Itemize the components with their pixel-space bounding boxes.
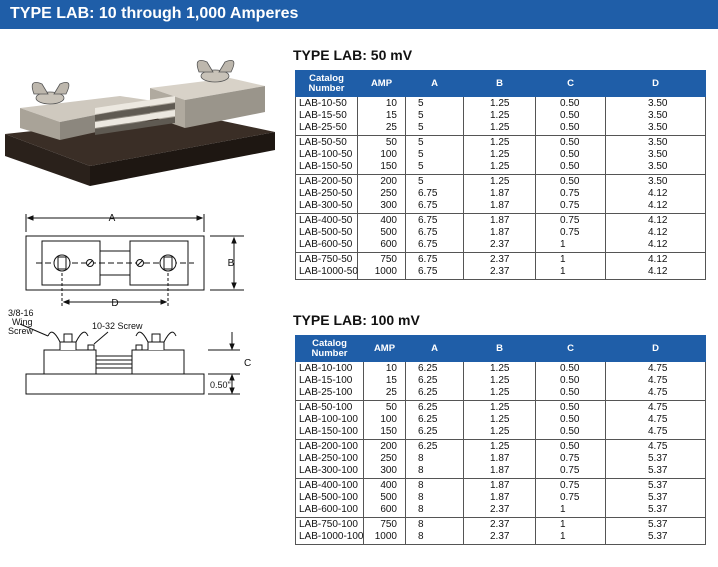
c-value: 1 xyxy=(560,254,566,265)
cell-b xyxy=(464,253,536,280)
catalog-value: LAB-500-50 xyxy=(299,227,353,238)
b-value: 1.87 xyxy=(490,492,510,503)
shunt-photo xyxy=(5,60,275,186)
c-value: 0.50 xyxy=(560,122,580,133)
amp-value: 1000 xyxy=(374,531,397,542)
cell-d xyxy=(606,253,706,280)
c-value: 1 xyxy=(560,519,566,530)
cell-a xyxy=(406,175,464,214)
cell-d xyxy=(606,401,706,440)
amp-value: 25 xyxy=(385,387,397,398)
cell-a xyxy=(406,401,464,440)
catalog-value: LAB-25-50 xyxy=(299,122,347,133)
catalog-value: LAB-100-100 xyxy=(299,414,358,425)
catalog-value: LAB-10-50 xyxy=(299,98,347,109)
b-value: 1.25 xyxy=(490,402,510,413)
a-value: 5 xyxy=(418,110,424,121)
d-value: 4.12 xyxy=(648,254,668,265)
cell-d xyxy=(606,479,706,518)
cell-catalog xyxy=(296,518,364,545)
c-value: 0.50 xyxy=(560,363,580,374)
top-view-drawing xyxy=(26,214,244,306)
d-value: 4.75 xyxy=(648,426,668,437)
cell-a xyxy=(406,253,464,280)
a-value: 6.25 xyxy=(418,387,438,398)
b-value: 1.87 xyxy=(490,215,510,226)
amp-value: 50 xyxy=(385,402,397,413)
table-row-group xyxy=(296,253,706,280)
amp-value: 250 xyxy=(380,453,397,464)
d-value: 5.37 xyxy=(648,453,668,464)
cell-c xyxy=(536,362,606,401)
c-value: 1 xyxy=(560,504,566,515)
a-value: 5 xyxy=(418,122,424,133)
catalog-value: LAB-50-50 xyxy=(299,137,347,148)
catalog-value: LAB-15-100 xyxy=(299,375,353,386)
b-value: 1.25 xyxy=(490,110,510,121)
cell-b xyxy=(464,175,536,214)
catalog-value: LAB-300-100 xyxy=(299,465,358,476)
cell-c xyxy=(536,136,606,175)
catalog-value: LAB-300-50 xyxy=(299,200,353,211)
cell-amp xyxy=(358,175,406,214)
a-value: 8 xyxy=(418,453,424,464)
b-value: 1.87 xyxy=(490,453,510,464)
b-value: 1.87 xyxy=(490,200,510,211)
b-value: 2.37 xyxy=(490,239,510,250)
amp-value: 300 xyxy=(380,465,397,476)
wing-screw-label-line1: 3/8-16 xyxy=(8,308,34,318)
b-value: 1.25 xyxy=(490,387,510,398)
b-value: 2.37 xyxy=(490,519,510,530)
c-value: 0.75 xyxy=(560,480,580,491)
amp-value: 150 xyxy=(380,426,397,437)
wing-screw-label-line2: Wing xyxy=(12,317,33,327)
cell-catalog xyxy=(296,440,364,479)
a-value: 6.75 xyxy=(418,188,438,199)
table-row-group xyxy=(296,440,706,479)
table-row-group xyxy=(296,136,706,175)
d-value: 4.12 xyxy=(648,200,668,211)
dimension-a-label: A xyxy=(108,213,116,224)
catalog-value: LAB-500-100 xyxy=(299,492,358,503)
cell-b xyxy=(464,401,536,440)
amp-value: 250 xyxy=(380,188,397,199)
amp-value: 100 xyxy=(380,414,397,425)
col-catalog-header: Catalog Number xyxy=(296,336,364,362)
a-value: 6.25 xyxy=(418,426,438,437)
amp-value: 400 xyxy=(380,480,397,491)
b-value: 1.87 xyxy=(490,480,510,491)
c-value: 1 xyxy=(560,266,566,277)
amp-value: 200 xyxy=(380,176,397,187)
table-row-group xyxy=(296,175,706,214)
cell-catalog xyxy=(296,401,364,440)
catalog-value: LAB-150-50 xyxy=(299,161,353,172)
cell-c xyxy=(536,97,606,136)
amp-value: 500 xyxy=(380,227,397,238)
amp-value: 750 xyxy=(380,254,397,265)
cell-a xyxy=(406,97,464,136)
c-value: 0.50 xyxy=(560,402,580,413)
amp-value: 1000 xyxy=(374,266,397,277)
col-d-header: D xyxy=(606,336,706,362)
catalog-value: LAB-400-50 xyxy=(299,215,353,226)
a-value: 6.75 xyxy=(418,215,438,226)
cell-d xyxy=(606,440,706,479)
cell-d xyxy=(606,97,706,136)
catalog-value: LAB-200-50 xyxy=(299,176,353,187)
catalog-value: LAB-600-100 xyxy=(299,504,358,515)
amp-value: 500 xyxy=(380,492,397,503)
c-value: 0.75 xyxy=(560,188,580,199)
a-value: 6.75 xyxy=(418,254,438,265)
a-value: 6.75 xyxy=(418,227,438,238)
d-value: 4.75 xyxy=(648,363,668,374)
cell-a xyxy=(406,479,464,518)
cell-a xyxy=(406,362,464,401)
title-banner xyxy=(0,0,718,29)
amp-value: 600 xyxy=(380,239,397,250)
amp-value: 100 xyxy=(380,149,397,160)
cell-a xyxy=(406,136,464,175)
cell-catalog xyxy=(296,136,358,175)
c-value: 0.75 xyxy=(560,200,580,211)
cell-b xyxy=(464,440,536,479)
table-100mv xyxy=(295,335,706,545)
d-value: 3.50 xyxy=(648,98,668,109)
c-value: 0.75 xyxy=(560,465,580,476)
d-value: 5.37 xyxy=(648,531,668,542)
a-value: 8 xyxy=(418,480,424,491)
d-value: 5.37 xyxy=(648,504,668,515)
a-value: 6.75 xyxy=(418,239,438,250)
cell-amp xyxy=(364,479,406,518)
a-value: 5 xyxy=(418,149,424,160)
a-value: 6.25 xyxy=(418,414,438,425)
col-d-header: D xyxy=(606,71,706,97)
a-value: 8 xyxy=(418,504,424,515)
a-value: 8 xyxy=(418,531,424,542)
a-value: 8 xyxy=(418,492,424,503)
side-view-drawing xyxy=(20,324,240,394)
d-value: 3.50 xyxy=(648,149,668,160)
c-value: 0.50 xyxy=(560,387,580,398)
amp-value: 200 xyxy=(380,441,397,452)
d-value: 3.50 xyxy=(648,122,668,133)
b-value: 1.87 xyxy=(490,188,510,199)
cell-catalog xyxy=(296,175,358,214)
catalog-value: LAB-600-50 xyxy=(299,239,353,250)
catalog-value: LAB-250-100 xyxy=(299,453,358,464)
cell-amp xyxy=(358,136,406,175)
b-value: 1.25 xyxy=(490,176,510,187)
a-value: 8 xyxy=(418,519,424,530)
wing-screw-label-line3: Screw xyxy=(8,326,34,336)
c-value: 0.75 xyxy=(560,215,580,226)
cell-catalog xyxy=(296,479,364,518)
c-value: 0.50 xyxy=(560,98,580,109)
catalog-value: LAB-25-100 xyxy=(299,387,353,398)
b-value: 1.25 xyxy=(490,122,510,133)
cell-catalog xyxy=(296,214,358,253)
b-value: 1.87 xyxy=(490,227,510,238)
cell-catalog xyxy=(296,362,364,401)
cell-c xyxy=(536,214,606,253)
d-value: 4.12 xyxy=(648,266,668,277)
amp-value: 150 xyxy=(380,161,397,172)
cell-amp xyxy=(364,362,406,401)
catalog-value: LAB-10-100 xyxy=(299,363,353,374)
cell-b xyxy=(464,136,536,175)
b-value: 1.25 xyxy=(490,441,510,452)
amp-value: 50 xyxy=(385,137,397,148)
catalog-value: LAB-1000-100 xyxy=(299,531,364,542)
d-value: 5.37 xyxy=(648,480,668,491)
cell-a xyxy=(406,214,464,253)
d-value: 4.75 xyxy=(648,414,668,425)
d-value: 3.50 xyxy=(648,161,668,172)
cell-d xyxy=(606,175,706,214)
c-value: 1 xyxy=(560,239,566,250)
a-value: 5 xyxy=(418,98,424,109)
a-value: 6.75 xyxy=(418,200,438,211)
amp-value: 750 xyxy=(380,519,397,530)
catalog-value: LAB-100-50 xyxy=(299,149,353,160)
c-value: 1 xyxy=(560,531,566,542)
catalog-value: LAB-200-100 xyxy=(299,441,358,452)
d-value: 4.75 xyxy=(648,387,668,398)
b-value: 1.25 xyxy=(490,98,510,109)
cell-b xyxy=(464,362,536,401)
d-value: 4.75 xyxy=(648,402,668,413)
amp-value: 15 xyxy=(385,110,397,121)
catalog-value: LAB-15-50 xyxy=(299,110,347,121)
catalog-value: LAB-50-100 xyxy=(299,402,353,413)
amp-value: 300 xyxy=(380,200,397,211)
c-value: 0.50 xyxy=(560,414,580,425)
cell-amp xyxy=(358,214,406,253)
b-value: 1.25 xyxy=(490,426,510,437)
col-a-header: A xyxy=(406,336,464,362)
base-thickness-label: 0.50" xyxy=(210,380,231,390)
table-50mv-title: TYPE LAB: 50 mV xyxy=(293,47,413,63)
col-catalog-header: Catalog Number xyxy=(296,71,358,97)
amp-value: 25 xyxy=(385,122,397,133)
table-row-group xyxy=(296,214,706,253)
cell-c xyxy=(536,479,606,518)
c-value: 0.50 xyxy=(560,176,580,187)
cell-catalog xyxy=(296,97,358,136)
catalog-value: LAB-250-50 xyxy=(299,188,353,199)
col-b-header: B xyxy=(464,336,536,362)
cell-amp xyxy=(364,440,406,479)
amp-value: 600 xyxy=(380,504,397,515)
cell-d xyxy=(606,518,706,545)
d-value: 4.12 xyxy=(648,239,668,250)
d-value: 3.50 xyxy=(648,137,668,148)
catalog-value: LAB-750-100 xyxy=(299,519,358,530)
cell-c xyxy=(536,175,606,214)
a-value: 6.25 xyxy=(418,402,438,413)
cell-c xyxy=(536,440,606,479)
cell-a xyxy=(406,440,464,479)
a-value: 6.25 xyxy=(418,363,438,374)
amp-value: 10 xyxy=(385,363,397,374)
a-value: 5 xyxy=(418,137,424,148)
dimension-b-label: B xyxy=(227,258,235,269)
d-value: 4.12 xyxy=(648,188,668,199)
table-row-group xyxy=(296,362,706,401)
col-b-header: B xyxy=(464,71,536,97)
a-value: 6.25 xyxy=(418,375,438,386)
c-value: 0.75 xyxy=(560,453,580,464)
cell-b xyxy=(464,214,536,253)
col-a-header: A xyxy=(406,71,464,97)
col-c-header: C xyxy=(536,71,606,97)
a-value: 5 xyxy=(418,161,424,172)
b-value: 1.25 xyxy=(490,149,510,160)
cell-d xyxy=(606,136,706,175)
c-value: 0.50 xyxy=(560,137,580,148)
amp-value: 400 xyxy=(380,215,397,226)
b-value: 1.25 xyxy=(490,161,510,172)
table-row-group xyxy=(296,479,706,518)
d-value: 4.75 xyxy=(648,441,668,452)
b-value: 1.25 xyxy=(490,414,510,425)
cell-a xyxy=(406,518,464,545)
cell-b xyxy=(464,97,536,136)
d-value: 3.50 xyxy=(648,110,668,121)
b-value: 2.37 xyxy=(490,266,510,277)
col-amp-header: AMP xyxy=(364,336,406,362)
table-row-group xyxy=(296,401,706,440)
cell-c xyxy=(536,401,606,440)
shunt-illustration xyxy=(0,36,290,556)
table-row-group xyxy=(296,97,706,136)
page-title: TYPE LAB: 10 through 1,000 Amperes xyxy=(10,5,299,22)
a-value: 6.25 xyxy=(418,441,438,452)
a-value: 8 xyxy=(418,465,424,476)
d-value: 5.37 xyxy=(648,519,668,530)
cell-b xyxy=(464,518,536,545)
col-c-header: C xyxy=(536,336,606,362)
cell-amp xyxy=(358,97,406,136)
c-value: 0.50 xyxy=(560,441,580,452)
c-value: 0.50 xyxy=(560,110,580,121)
cell-c xyxy=(536,518,606,545)
table-row-group xyxy=(296,518,706,545)
d-value: 3.50 xyxy=(648,176,668,187)
table-50mv xyxy=(295,70,706,280)
table-100mv-title: TYPE LAB: 100 mV xyxy=(293,312,420,328)
c-value: 0.50 xyxy=(560,375,580,386)
dimension-c-label: C xyxy=(244,358,252,369)
amp-value: 15 xyxy=(385,375,397,386)
c-value: 0.50 xyxy=(560,149,580,160)
col-amp-header: AMP xyxy=(358,71,406,97)
dimension-d-label: D xyxy=(111,298,119,309)
amp-value: 10 xyxy=(385,98,397,109)
b-value: 1.25 xyxy=(490,137,510,148)
b-value: 2.37 xyxy=(490,531,510,542)
cell-d xyxy=(606,214,706,253)
cell-catalog xyxy=(296,253,358,280)
a-value: 5 xyxy=(418,176,424,187)
d-value: 4.12 xyxy=(648,227,668,238)
table-header-row xyxy=(296,71,706,97)
c-value: 0.75 xyxy=(560,492,580,503)
d-value: 5.37 xyxy=(648,492,668,503)
c-value: 0.50 xyxy=(560,161,580,172)
d-value: 4.12 xyxy=(648,215,668,226)
cell-amp xyxy=(364,401,406,440)
b-value: 1.25 xyxy=(490,363,510,374)
catalog-value: LAB-150-100 xyxy=(299,426,358,437)
cell-c xyxy=(536,253,606,280)
screw-label: 10-32 Screw xyxy=(92,321,143,331)
catalog-value: LAB-750-50 xyxy=(299,254,353,265)
b-value: 2.37 xyxy=(490,504,510,515)
catalog-value: LAB-1000-50 xyxy=(299,266,358,277)
c-value: 0.50 xyxy=(560,426,580,437)
catalog-value: LAB-400-100 xyxy=(299,480,358,491)
cell-d xyxy=(606,362,706,401)
d-value: 5.37 xyxy=(648,465,668,476)
table-header-row xyxy=(296,336,706,362)
b-value: 1.87 xyxy=(490,465,510,476)
a-value: 6.75 xyxy=(418,266,438,277)
cell-amp xyxy=(364,518,406,545)
cell-amp xyxy=(358,253,406,280)
b-value: 2.37 xyxy=(490,254,510,265)
b-value: 1.25 xyxy=(490,375,510,386)
cell-b xyxy=(464,479,536,518)
d-value: 4.75 xyxy=(648,375,668,386)
c-value: 0.75 xyxy=(560,227,580,238)
